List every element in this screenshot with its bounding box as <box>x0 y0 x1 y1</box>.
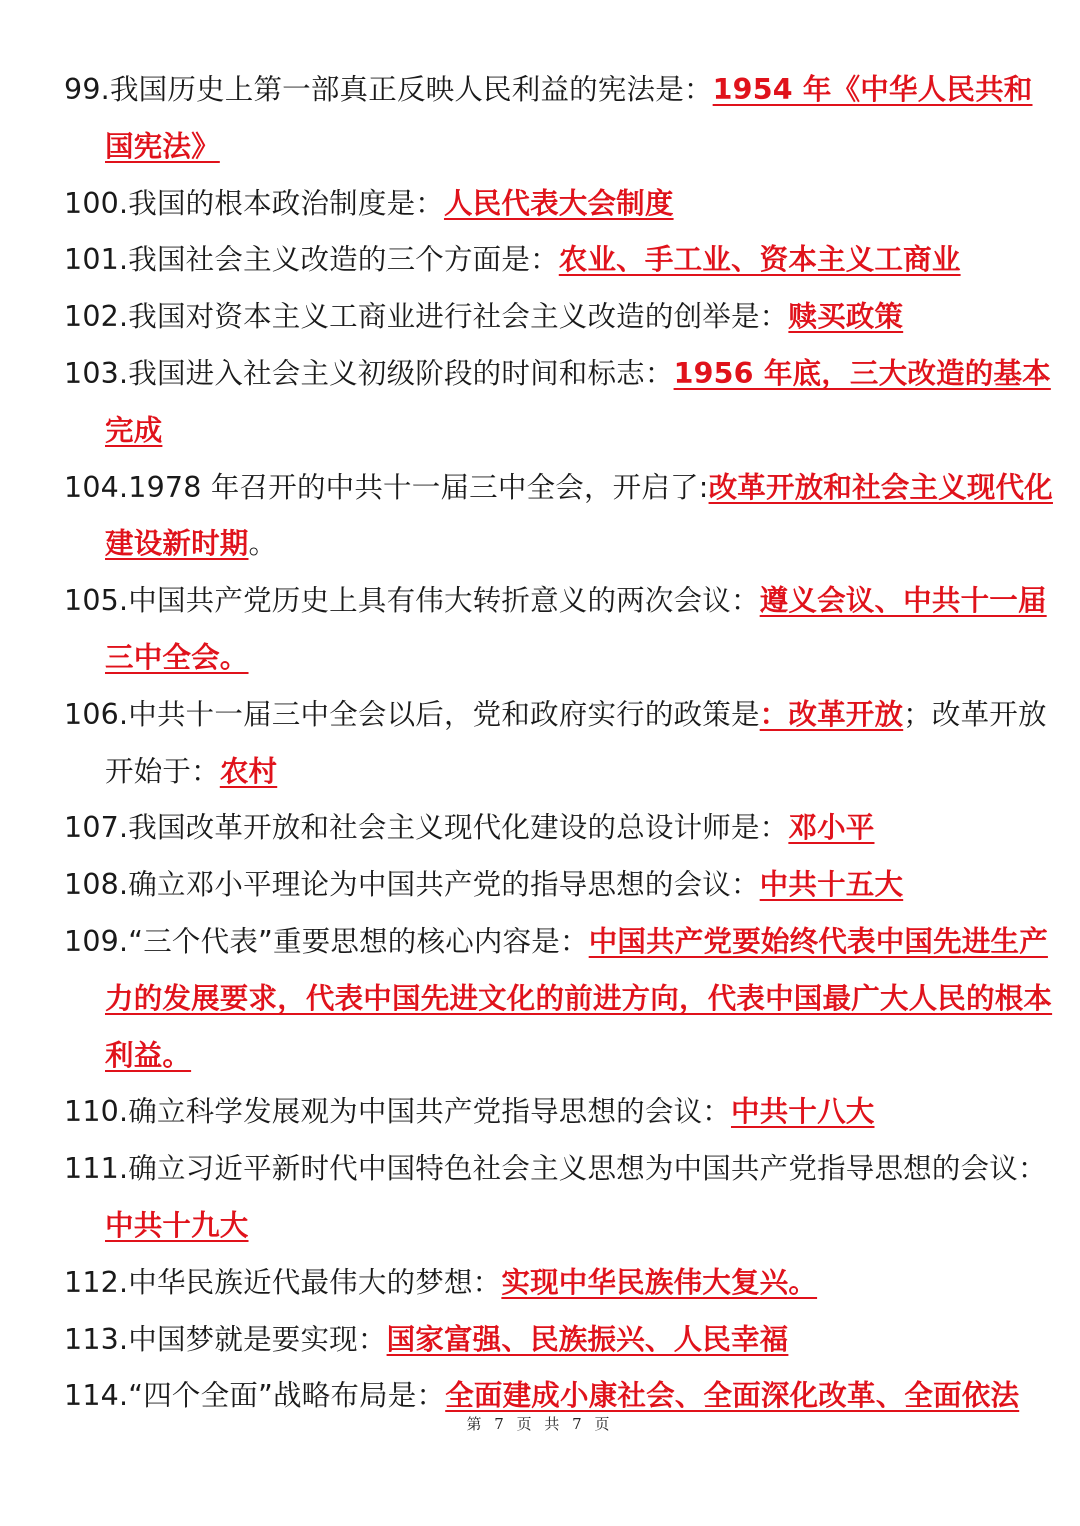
list-item <box>64 1141 1060 1255</box>
item-number: 106. <box>64 697 129 731</box>
item-question: 1978 年召开的中共十一届三中全会，开启了: <box>128 470 709 504</box>
item-answer: 改革开放和社会主义现代化建设新时期 <box>105 470 1053 561</box>
list-item <box>64 289 1060 346</box>
item-number: 109. <box>64 924 129 958</box>
item-answer: 1956 年底，三大改造的基本完成 <box>105 356 1051 447</box>
item-number: 101. <box>64 243 129 277</box>
item-number: 104. <box>64 470 129 504</box>
item-answer: 国家富强、民族振兴、人民幸福 <box>386 1322 789 1356</box>
item-question: “四个全面”战略布局是： <box>128 1379 446 1413</box>
list-item <box>64 1084 1060 1141</box>
item-question: 确立邓小平理论为中国共产党的指导思想的会议： <box>128 868 760 902</box>
item-number: 112. <box>64 1265 129 1299</box>
item-suffix: 。 <box>248 527 278 561</box>
list-item <box>64 800 1060 857</box>
item-number: 102. <box>64 300 129 334</box>
item-question: 确立习近平新时代中国特色社会主义思想为中国共产党指导思想的会议： <box>128 1152 1047 1186</box>
item-question: 中共十一届三中全会以后，党和政府实行的政策是 <box>128 697 760 731</box>
list-item <box>64 176 1060 233</box>
item-question: 我国历史上第一部真正反映人民利益的宪法是： <box>109 73 713 106</box>
item-answer: 中国共产党要始终代表中国先进生产力的发展要求，代表中国先进文化的前进方向，代表中国最广大人民的根本利益。 <box>105 924 1053 1072</box>
list-item <box>64 346 1060 460</box>
list-item <box>64 460 1060 574</box>
item-question: 中国梦就是要实现： <box>128 1322 387 1356</box>
item-question: 确立科学发展观为中国共产党指导思想的会议： <box>128 1095 731 1129</box>
item-number: 108. <box>64 868 129 902</box>
list-item <box>64 1255 1060 1312</box>
item-answer: 遵义会议、中共十一届三中全会。 <box>105 584 1047 674</box>
list-item <box>64 1312 1060 1369</box>
list-item <box>64 857 1060 914</box>
item-answer: 1954 年《中华人民共和国宪法》 <box>105 73 1033 163</box>
item-answer: 实现中华民族伟大复兴。 <box>501 1265 818 1299</box>
item-question: 我国社会主义改造的三个方面是： <box>128 243 559 277</box>
item-answer: 农业、手工业、资本主义工商业 <box>558 243 961 277</box>
item-number: 110. <box>64 1095 129 1129</box>
item-number: 113. <box>64 1322 129 1356</box>
item-question: 中华民族近代最伟大的梦想： <box>128 1265 502 1299</box>
item-answer: 赎买政策 <box>788 300 904 334</box>
item-answer: 中共十九大 <box>105 1208 249 1242</box>
item-number: 100. <box>64 186 129 220</box>
item-number: 111. <box>64 1152 129 1186</box>
item-answer: 中共十五大 <box>759 868 904 902</box>
item-question: 中国共产党历史上具有伟大转折意义的两次会议： <box>128 584 760 618</box>
item-number: 99. <box>64 73 110 106</box>
item-answer: ：改革开放 <box>759 697 904 731</box>
list-item <box>64 62 1060 176</box>
item-answer: 邓小平 <box>788 811 875 845</box>
item-question: 我国进入社会主义初级阶段的时间和标志： <box>128 356 674 390</box>
item-number: 107. <box>64 811 129 845</box>
document-page <box>0 62 1080 1425</box>
list-item <box>64 914 1065 1084</box>
item-answer: 人民代表大会制度 <box>443 186 674 220</box>
item-question: “三个代表”重要思想的核心内容是： <box>128 924 589 958</box>
item-question: 我国改革开放和社会主义现代化建设的总设计师是： <box>128 811 789 845</box>
item-suffix: ；改革开放开始于： <box>105 697 1047 788</box>
item-answer: 中共十八大 <box>730 1095 875 1129</box>
item-number: 103. <box>64 356 129 390</box>
item-answer: 全面建成小康社会、全面深化改革、全面依法 <box>445 1379 1020 1413</box>
item-question: 我国对资本主义工商业进行社会主义改造的创举是： <box>128 300 789 334</box>
item-number: 114. <box>64 1379 129 1413</box>
list-item <box>64 232 1060 289</box>
list-item <box>64 573 1060 687</box>
item-answer-secondary: 农村 <box>219 754 278 788</box>
page-footer: 第 7 页 共 7 页 <box>466 1415 614 1433</box>
item-question: 我国的根本政治制度是： <box>128 186 444 220</box>
list-item <box>64 687 1060 801</box>
item-number: 105. <box>64 584 129 618</box>
